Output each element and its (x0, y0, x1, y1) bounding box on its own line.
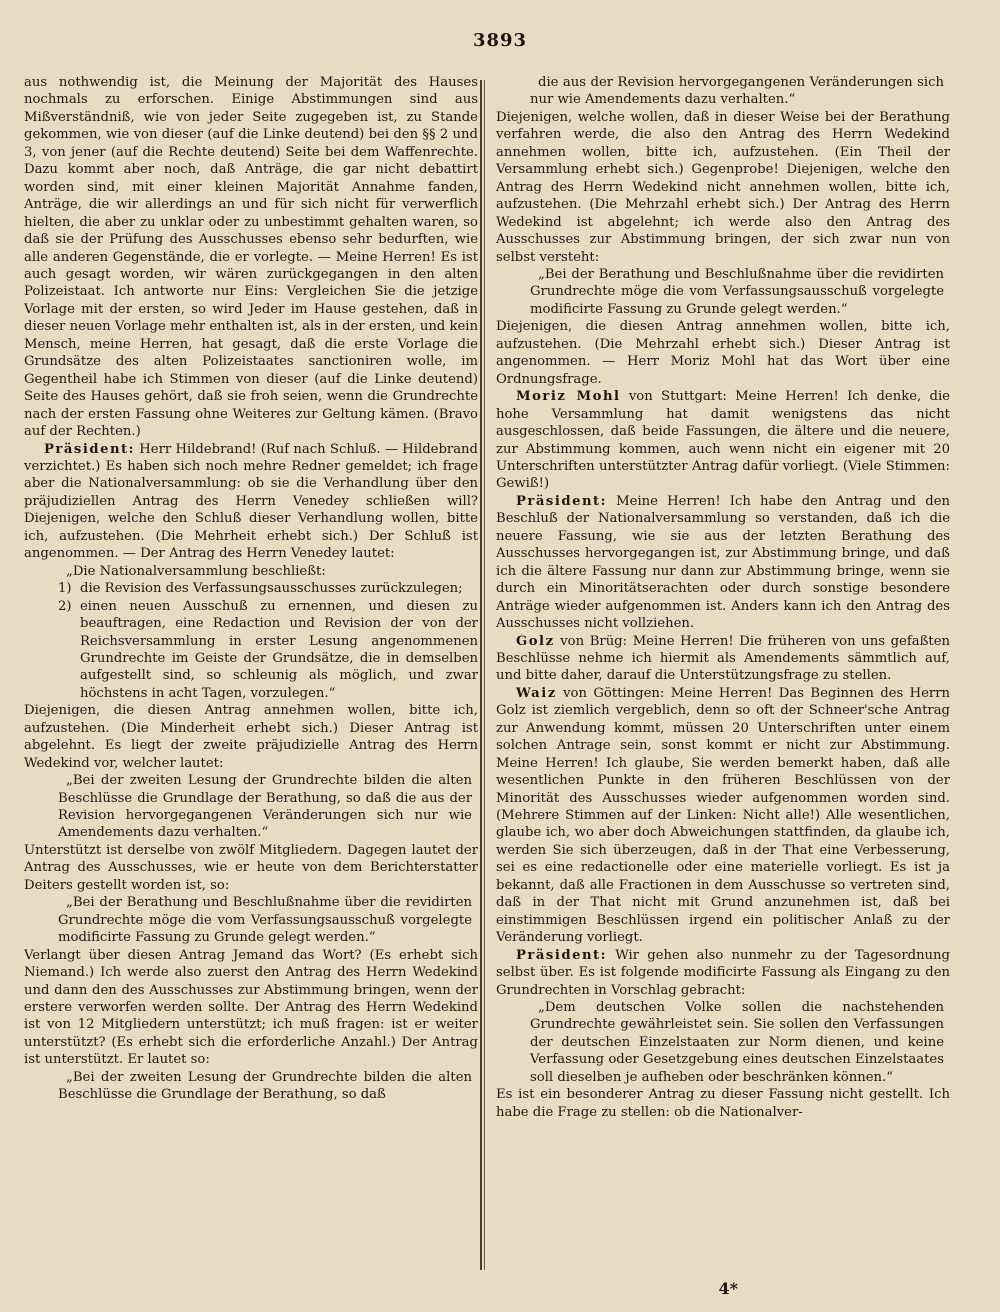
speaker-name: Golz (516, 633, 555, 649)
speaker-paragraph (496, 633, 950, 685)
quoted-motion: die aus der Revision hervorgegangenen Veränderungen sich nur wie Amendements dazu verhalten.“ (530, 75, 944, 108)
quoted-motion: „Dem deutschen Volke sollen die nachstehenden Grundrechte gewährleistet sein. Sie sollen den Verfassungen der deutschen Einzelstaaten zur Norm dienen, und keine Verfassung oder Gesetzgebung eines deutschen Einzelstaates soll dieselben je aufheben oder beschränken können.“ (530, 1000, 944, 1085)
speaker-paragraph (496, 685, 950, 947)
speaker-paragraph (496, 388, 950, 493)
signature-mark: 4* (718, 1279, 738, 1298)
quoted-motion: „Bei der zweiten Lesung der Grundrechte bilden die alten Beschlüsse die Grundlage der Berathung, so daß (58, 1069, 472, 1103)
speech-text: Meine Herren! Ich habe den Antrag und den Beschluß der Nationalversammlung so verstanden, daß ich die neuere Fassung, wie sie aus der letzten Berathung des Ausschusses hervorgegangen ist, zur Abstimmung bringe, und daß ich die ältere Fassung nur dann zur Abstimmung bringe, wenn sie durch ein Minoritätserachten oder durch sonstige besondere Anträge wieder aufgenommen ist. Anders kann ich den Antrag des Ausschusses nicht vollziehen. (496, 493, 950, 632)
speech-text: von Brüg: Meine Herren! Die früheren von uns gefaßten Beschlüsse nehme ich hiermit als Amendements sämmtlich auf, und bitte daher, darauf die Unterstützungsfrage zu stellen. (496, 633, 950, 684)
speaker-paragraph (496, 947, 950, 999)
speaker-paragraph (24, 441, 478, 563)
numbered-item (24, 580, 478, 597)
speech-text: Wir gehen also nunmehr zu der Tagesordnung selbst über. Es ist folgende modificirte Fassung als Eingang zu den Grundrechten in Vorschlag gebracht: (496, 947, 950, 998)
paragraph: Diejenigen, die diesen Antrag annehmen wollen, bitte ich, aufzustehen. (Die Minderheit erhebt sich.) Dieser Antrag ist abgelehnt. Es liegt der zweite präjudizielle Antrag des Herrn Wedekind vor, welcher lautet: (24, 703, 478, 771)
quoted-motion: „Bei der zweiten Lesung der Grundrechte bilden die alten Beschlüsse die Grundlage der Berathung, so daß die aus der Revision hervorgegangenen Veränderungen sich nur wie Amendements dazu verhalten.“ (58, 773, 472, 841)
page-number: 3893 (472, 30, 528, 51)
item-number: 1) (58, 581, 72, 597)
left-column (24, 74, 478, 1264)
speech-text: von Göttingen: Meine Herren! Das Beginnen des Herrn Golz ist ziemlich vergeblich, denn so oft der Schneer'sche Antrag zur Anwendung kommt, müssen 20 Unterschriften unter einem solchen Antrage sein, sonst kommt er nicht zur Abstimmung. Meine Herren! Ich glaube, Sie werden bemerkt haben, daß alle wesentlichen Punkte in den früheren Beschlüssen von der Minorität des Ausschusses wieder aufgenommen worden sind. (Mehrere Stimmen auf der Linken: Nicht alle!) Alle wesentlichen, glaube ich, wo aber doch Abweichungen stattfinden, da glaube ich, werden Sie sich überzeugen, daß in der That eine Verbesserung, sei es eine redactionelle oder eine materielle vorliegt. Es ist ja bekannt, daß alle Fractionen in dem Ausschusse so vertreten sind, daß in der That nicht mit Grund anzunehmen ist, daß bei einstimmigen Beschlüssen irgend ein politischer Anlaß zu der Veränderung vorliegt. (496, 685, 950, 946)
quoted-motion: „Bei der Berathung und Beschlußnahme über die revidirten Grundrechte möge die vom Verfassungsausschuß vorgelegte modificirte Fassung zu Grunde gelegt werden.“ (530, 266, 944, 317)
speaker-name: Präsident: (516, 493, 608, 509)
item-text: die Revision des Verfassungsausschusses zurückzulegen; (80, 581, 463, 597)
speaker-name: Waiz (516, 685, 557, 701)
column-divider-thin (484, 80, 485, 1270)
paragraph: Es ist ein besonderer Antrag zu dieser Fassung nicht gestellt. Ich habe die Frage zu stellen: ob die Nationalver- (496, 1087, 950, 1120)
numbered-item (24, 598, 478, 703)
item-text: einen neuen Ausschuß zu ernennen, und diesen zu beauftragen, eine Redaction und Revision der von der Reichsversammlung in erster Lesung angenommenen Grundrechte im Geiste der Grundsätze, die in demselben aufgestellt sind, so schleunig als möglich, und zwar höchstens in acht Tagen, vorzulegen.“ (80, 598, 478, 701)
speech-text: von Stuttgart: Meine Herren! Ich denke, die hohe Versammlung hat damit wenigstens das nicht ausgeschlossen, daß beide Fassungen, die ältere und die neuere, zur Abstimmung kommen, auch wenn nicht ein eigener mit 20 Unterschriften unterstützter Antrag dafür vorliegt. (Viele Stimmen: Gewiß!) (496, 389, 950, 492)
paragraph: aus nothwendig ist, die Meinung der Majorität des Hauses nochmals zu erforschen. Einige Abstimmungen sind aus Mißverständniß, wie von jeder Seite zugegeben ist, zu Stande gekommen, wie von dieser (auf die Linke deutend) bei den §§ 2 und 3, von jener (auf die Rechte deutend) Seite bei dem Waffenrechte. Dazu kommt aber noch, daß Anträge, die gar nicht debattirt worden sind, mit einer kleinen Majorität Annahme fanden, Anträge, die wir allerdings an und für sich nicht für verwerflich hielten, die aber zu unklar oder zu unbestimmt gehalten waren, so daß sie der Prüfung des Ausschusses ebenso sehr bedurften, wie alle anderen Gegenstände, die er vorlegte. — Meine Herren! Es ist auch gesagt worden, wir wären zurückgegangen in den alten Polizeistaat. Ich antworte nur Eins: Vergleichen Sie die jetzige Vorlage mit der ersten, so wird Jeder im Hause gestehen, daß in dieser neuen Vorlage mehr enthalten ist, als in der ersten, und kein Mensch, meine Herren, hat gesagt, daß die erste Vorlage die Grundsätze des alten Polizeistaates sanctioniren wolle, im Gegentheil habe ich Stimmen von dieser (auf die Linke deutend) Seite des Hauses gehört, daß sie froh seien, wenn die Grundrechte nach der ersten Fassung ohne Weiteres zur Geltung kämen. (Bravo auf der Rechten.) (24, 75, 478, 440)
speaker-name: Moriz Mohl (516, 389, 621, 405)
speaker-paragraph (496, 493, 950, 633)
speaker-name: Präsident: (44, 441, 136, 457)
paragraph: Unterstützt ist derselbe von zwölf Mitgliedern. Dagegen lautet der Antrag des Ausschusses, wie er heute von dem Berichterstatter Deiters gestellt worden ist, so: (24, 842, 478, 893)
quoted-motion: „Die Nationalversammlung beschließt: (66, 563, 326, 579)
item-number: 2) (58, 598, 72, 614)
speaker-name: Präsident: (516, 947, 608, 963)
paragraph: Diejenigen, welche wollen, daß in dieser Weise bei der Berathung verfahren werde, die also den Antrag des Herrn Wedekind annehmen wollen, bitte ich, aufzustehen. (Ein Theil der Versammlung erhebt sich.) Gegenprobe! Diejenigen, welche den Antrag des Herrn Wedekind nicht annehmen wollen, bitte ich, aufzustehen. (Die Mehrzahl erhebt sich.) Der Antrag des Herrn Wedekind ist abgelehnt; ich werde also den Antrag des Ausschusses zur Abstimmung bringen, der sich zwar nun von selbst versteht: (496, 109, 950, 265)
quoted-motion: „Bei der Berathung und Beschlußnahme über die revidirten Grundrechte möge die vom Verfassungsausschuß vorgelegte modificirte Fassung zu Grunde gelegt werden.“ (58, 895, 472, 946)
column-divider (480, 80, 482, 1270)
paragraph: Verlangt über diesen Antrag Jemand das Wort? (Es erhebt sich Niemand.) Ich werde also zuerst den Antrag des Herrn Wedekind und dann den des Ausschusses zur Abstimmung bringen, wenn der erstere verworfen werden sollte. Der Antrag des Herrn Wedekind ist von 12 Mitgliedern unterstützt; ich muß fragen: ist er weiter unterstützt? (Es erhebt sich die erforderliche Anzahl.) Der Antrag ist unterstützt. Er lautet so: (24, 947, 478, 1068)
right-column (496, 74, 950, 1264)
speech-text: Herr Hildebrand! (Ruf nach Schluß. — Hildebrand verzichtet.) Es haben sich noch mehre Redner gemeldet; ich frage aber die Nationalversammlung: ob sie die Verhandlung über den präjudiziellen Antrag des Herrn Venedey schließen will? Diejenigen, welche den Schluß dieser Verhandlung wollen, bitte ich, aufzustehen. (Die Mehrheit erhebt sich.) Der Schluß ist angenommen. — Der Antrag des Herrn Venedey lautet: (24, 441, 478, 562)
paragraph: Diejenigen, die diesen Antrag annehmen wollen, bitte ich, aufzustehen. (Die Mehrzahl erhebt sich.) Dieser Antrag ist angenommen. — Herr Moriz Mohl hat das Wort über eine Ordnungsfrage. (496, 319, 950, 387)
